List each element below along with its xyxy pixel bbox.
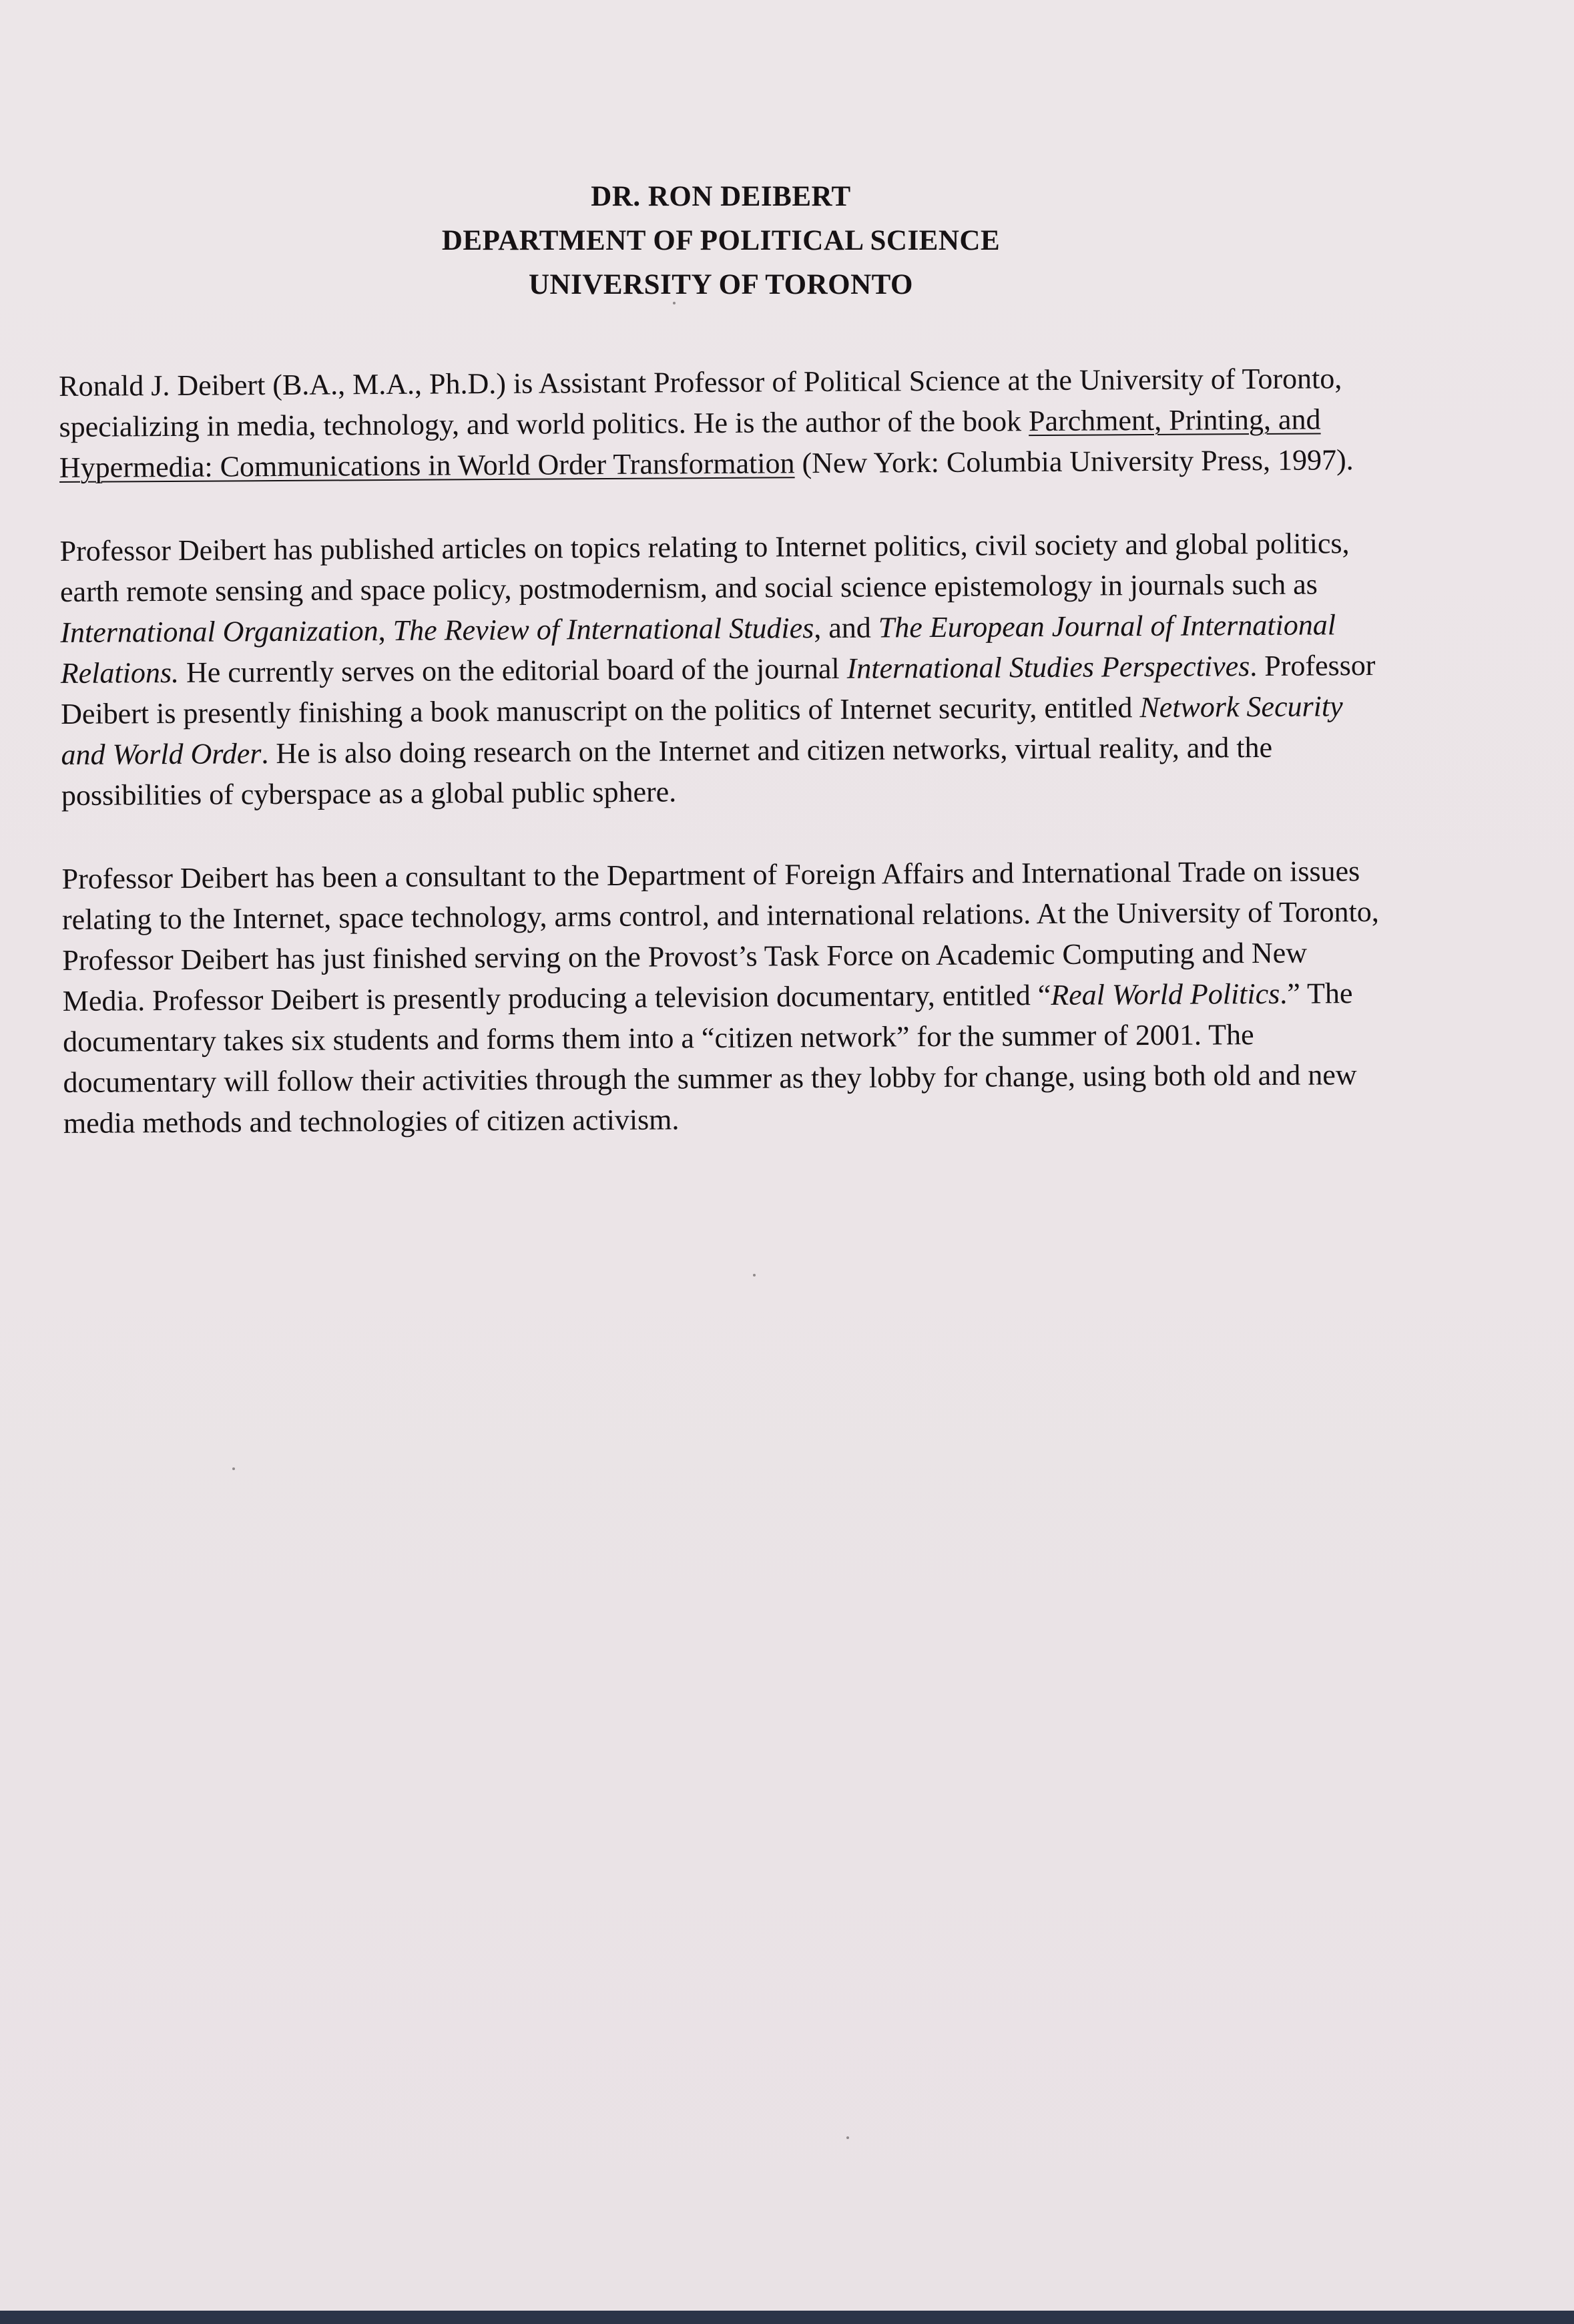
bio-paragraph-1	[59, 358, 1388, 488]
book-title: Parchment, Printing, and Hypermedia: Communications in World Order Transformation	[59, 403, 1321, 484]
biography-body	[59, 358, 1425, 1186]
journal-title: The European Journal of International Relations.	[60, 608, 1336, 690]
bio-text: Professor Deibert has been a consultant to the Department of Foreign Affairs and International Trade on issues relating to the Internet, space technology, arms control, and international relations. At the University of Toronto, Professor Deibert has just finished serving on the Provost’s Task Force on Academic Computing and New Media. Professor Deibert is presently producing a television documentary, entitled “	[61, 855, 1379, 1017]
bio-paragraph-2	[60, 523, 1390, 816]
bio-text: ,	[378, 614, 393, 648]
journal-title: International Studies Perspectives	[846, 650, 1250, 685]
bio-text: , and	[814, 611, 878, 645]
documentary-title: Real World Politics	[1051, 977, 1280, 1011]
bio-text: (New York: Columbia University Press, 1997).	[794, 443, 1354, 480]
scan-bottom-edge	[0, 2311, 1574, 2324]
paper-speck	[846, 2136, 849, 2139]
paper-speck	[753, 1274, 756, 1276]
bio-text: .” The documentary takes six students and forms them into a “citizen network” for the summer of 2001. The documentary will follow their activities through the summer as they lobby for change, using both old and new media methods and technologies of citizen activism.	[63, 977, 1357, 1140]
bio-paragraph-3	[62, 851, 1392, 1144]
bio-text: He currently serves on the editorial board of the journal	[178, 652, 847, 689]
author-name: DR. RON DEIBERT	[591, 181, 851, 212]
bio-text: Ronald J. Deibert (B.A., M.A., Ph.D.) is Assistant Professor of Political Science at the University of Toronto, specializing in media, technology, and world politics. He is the author of the book	[59, 362, 1342, 443]
letterhead	[254, 175, 1188, 307]
department-name: DEPARTMENT OF POLITICAL SCIENCE	[441, 225, 1001, 256]
bio-text: . He is also doing research on the Internet and citizen networks, virtual reality, and the possibilities of cyberspace as a global public sphere.	[61, 730, 1273, 812]
manuscript-title: Network Security and World Order	[61, 690, 1343, 771]
bio-text: Professor Deibert has published articles on topics relating to Internet politics, civil society and global politics, earth remote sensing and space policy, postmodernism, and social science epistemology in journals such as	[59, 527, 1350, 608]
journal-title: The Review of International Studies	[392, 612, 814, 647]
bio-text: . Professor Deibert is presently finishing a book manuscript on the politics of Internet security, entitled	[61, 648, 1376, 730]
university-name: UNIVERSITY OF TORONTO	[528, 269, 913, 300]
paper-speck	[673, 302, 676, 304]
paper-speck	[232, 1467, 235, 1470]
journal-title: International Organization	[60, 614, 378, 649]
